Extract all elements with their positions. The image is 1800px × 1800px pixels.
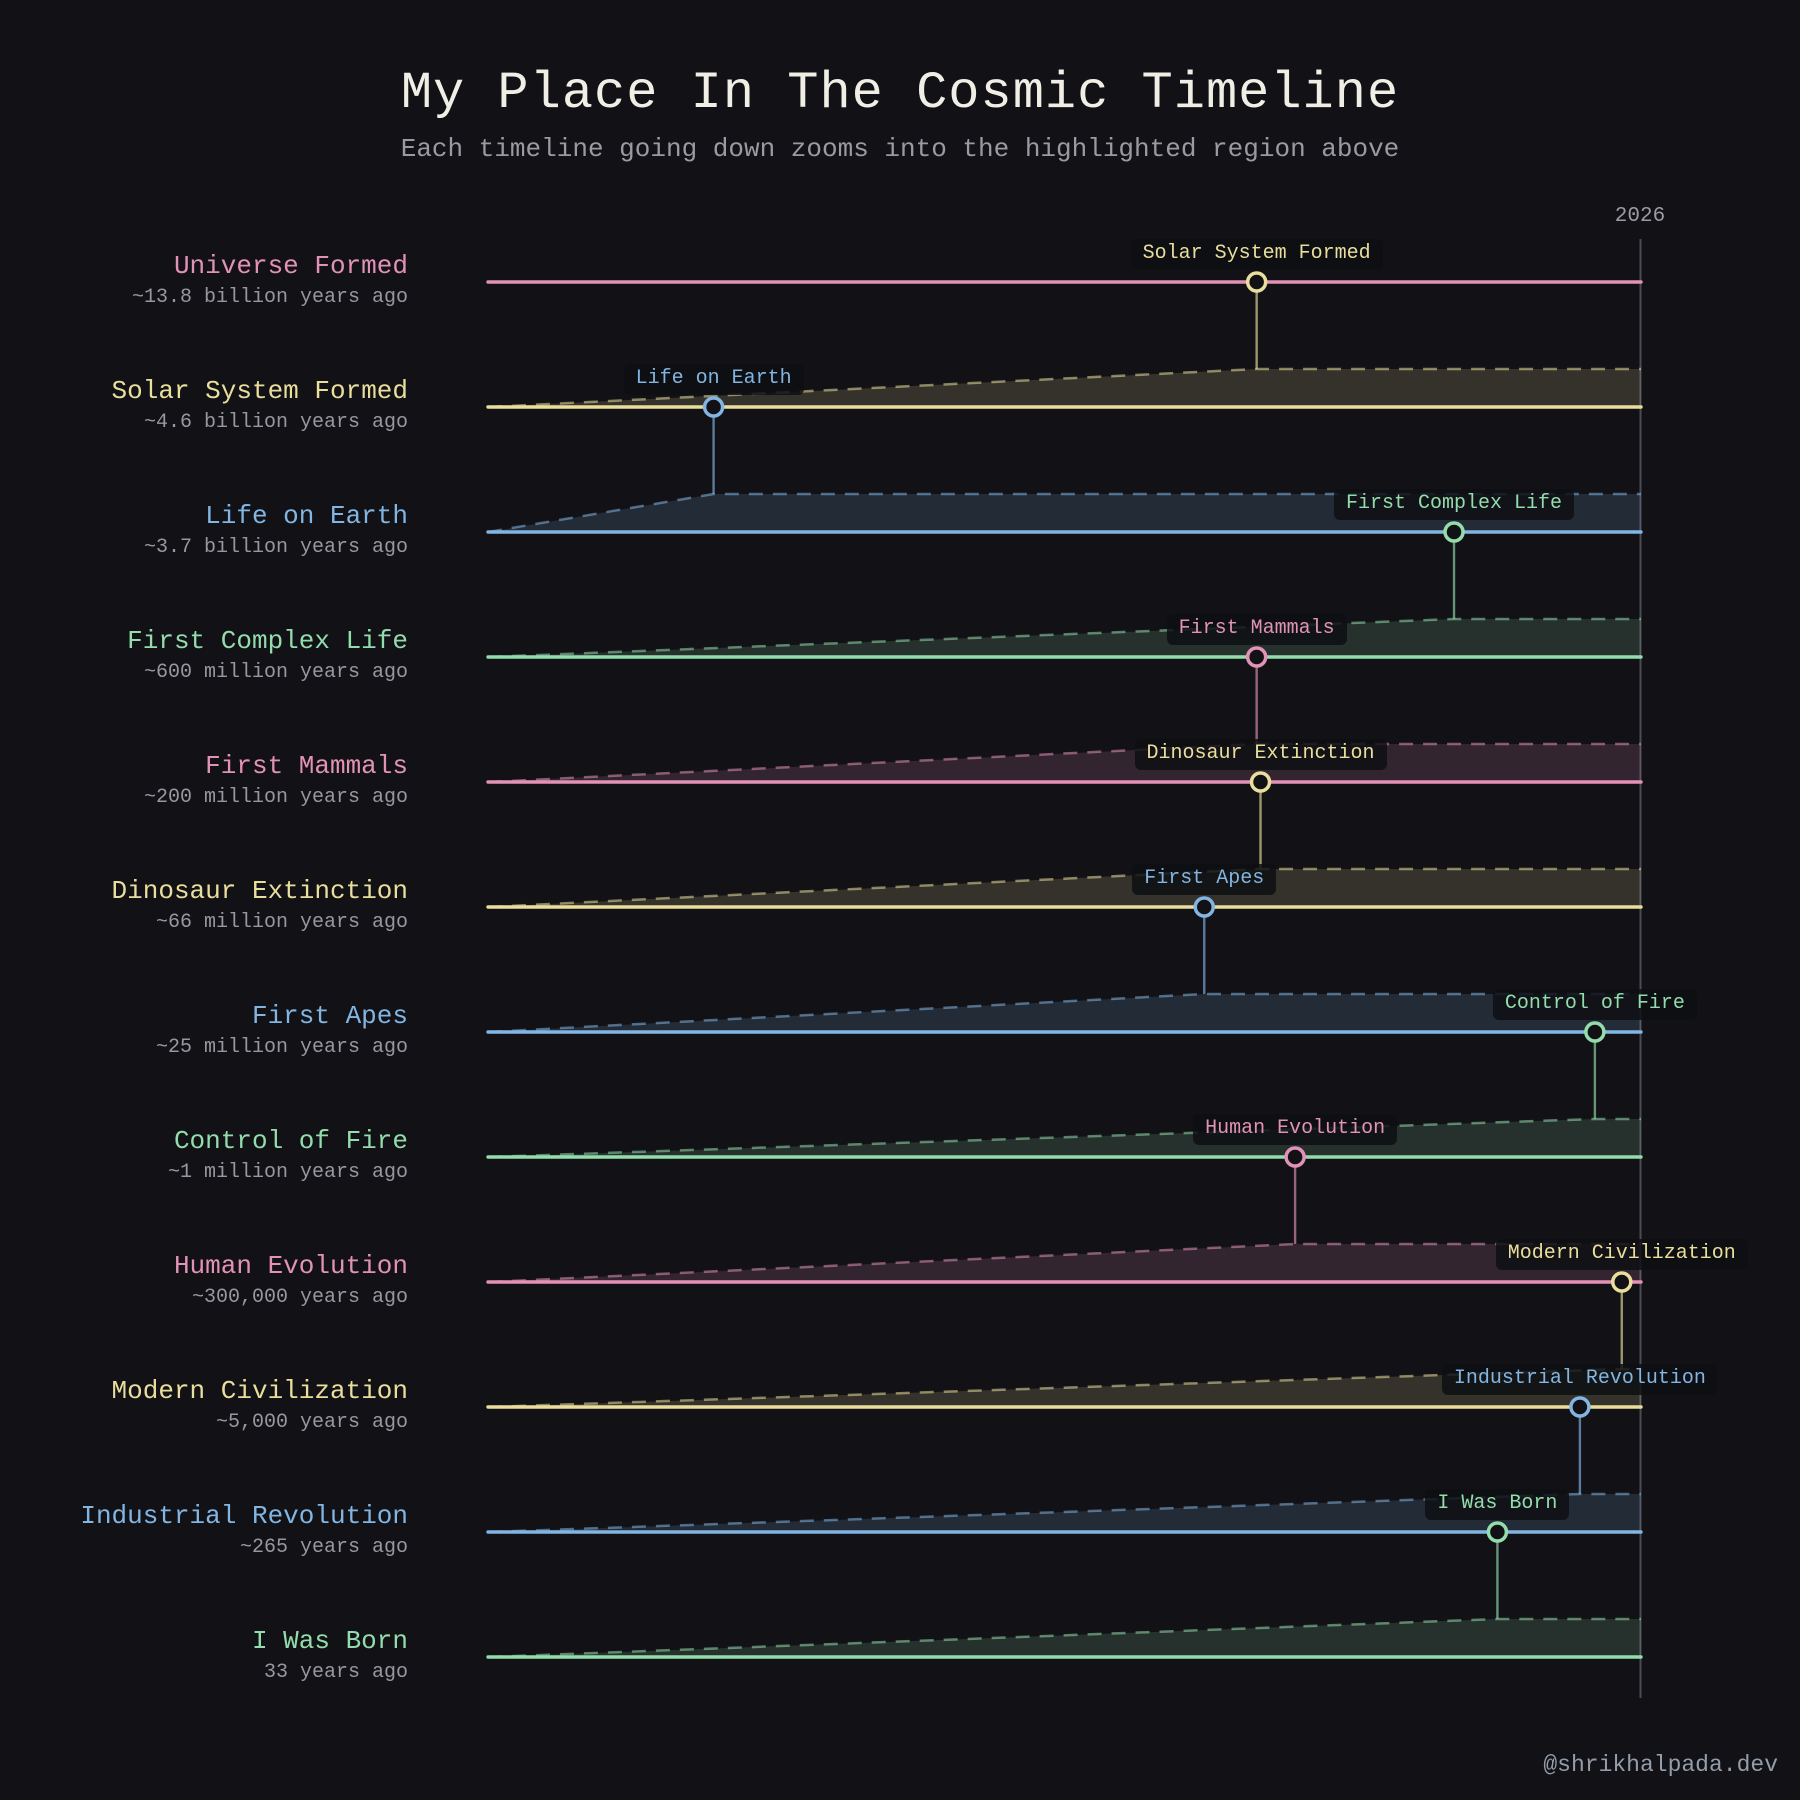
timeline-row-age: ~1 million years ago xyxy=(167,1161,408,1184)
marker-circle xyxy=(1488,1523,1506,1541)
timeline-row-label: Dinosaur Extinction xyxy=(111,876,408,906)
timeline-row-age: ~200 million years ago xyxy=(143,786,408,809)
page-title: My Place In The Cosmic Timeline xyxy=(400,64,1400,123)
timeline-row-age: ~3.7 billion years ago xyxy=(143,536,408,559)
timeline-row-age: ~5,000 years ago xyxy=(215,1411,408,1434)
marker-label: First Mammals xyxy=(1167,614,1347,645)
marker-label: I Was Born xyxy=(1425,1489,1569,1520)
footer-credit: @shrikhalpada.dev xyxy=(1543,1752,1778,1778)
timeline-row-age: ~25 million years ago xyxy=(155,1036,408,1059)
marker-label: Dinosaur Extinction xyxy=(1134,739,1386,770)
zoom-wedge xyxy=(488,994,1641,1032)
timeline-row-age: ~13.8 billion years ago xyxy=(131,286,408,309)
timeline-row-label: First Complex Life xyxy=(127,626,408,656)
timeline-row-age: ~265 years ago xyxy=(239,1536,408,1559)
timeline-row-label: Solar System Formed xyxy=(111,376,408,406)
zoom-wedge xyxy=(488,869,1641,907)
marker-label: Industrial Revolution xyxy=(1442,1364,1718,1395)
timeline-row-label: First Mammals xyxy=(205,751,408,781)
marker-circle xyxy=(705,398,723,416)
marker-label: Human Evolution xyxy=(1193,1114,1397,1145)
timeline-row-age: ~600 million years ago xyxy=(143,661,408,684)
timeline-row-label: Industrial Revolution xyxy=(80,1501,408,1531)
timeline-row-label: First Apes xyxy=(251,1001,408,1031)
marker-label: First Apes xyxy=(1132,864,1276,895)
zoom-wedge xyxy=(488,1244,1641,1282)
marker-label: Modern Civilization xyxy=(1496,1239,1748,1270)
marker-circle xyxy=(1613,1273,1631,1291)
marker-circle xyxy=(1252,773,1270,791)
page-subtitle: Each timeline going down zooms into the highlighted region above xyxy=(400,134,1400,164)
marker-label: First Complex Life xyxy=(1334,489,1574,520)
marker-circle xyxy=(1445,523,1463,541)
marker-label: Life on Earth xyxy=(624,364,804,395)
marker-label: Solar System Formed xyxy=(1131,239,1383,270)
timeline-row-age: 33 years ago xyxy=(263,1661,408,1684)
marker-circle xyxy=(1571,1398,1589,1416)
timeline-row-label: Control of Fire xyxy=(173,1126,408,1156)
timeline-row-label: Human Evolution xyxy=(173,1251,408,1281)
timeline-row-age: ~4.6 billion years ago xyxy=(143,411,408,434)
zoom-wedge xyxy=(488,744,1641,782)
marker-circle xyxy=(1248,648,1266,666)
marker-label: Control of Fire xyxy=(1493,989,1697,1020)
timeline-row-age: ~66 million years ago xyxy=(155,911,408,934)
now-year-label: 2026 xyxy=(1614,205,1666,228)
timeline-row-label: I Was Born xyxy=(251,1626,408,1656)
marker-circle xyxy=(1248,273,1266,291)
timeline-row-label: Modern Civilization xyxy=(111,1376,408,1406)
timeline-row-age: ~300,000 years ago xyxy=(191,1286,408,1309)
marker-circle xyxy=(1286,1148,1304,1166)
marker-circle xyxy=(1195,898,1213,916)
timeline-row-label: Life on Earth xyxy=(205,501,408,531)
timeline-row-label: Universe Formed xyxy=(173,251,408,281)
marker-circle xyxy=(1586,1023,1604,1041)
